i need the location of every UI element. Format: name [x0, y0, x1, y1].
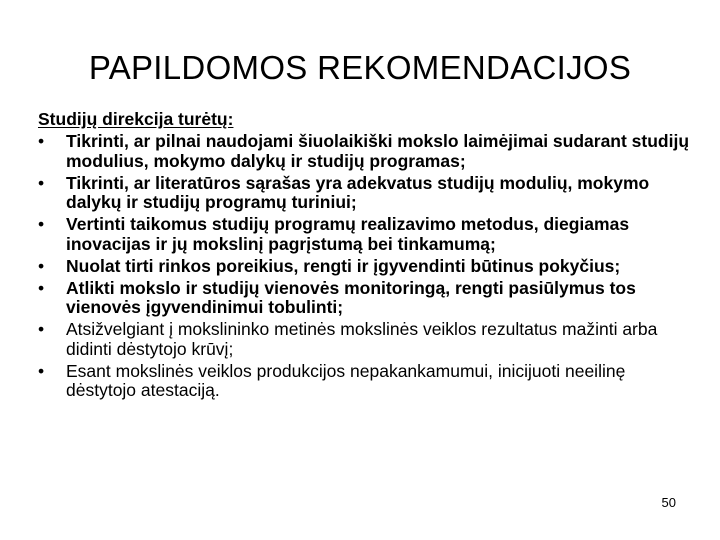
bullet-icon: • — [38, 255, 45, 276]
bullet-text: Tikrinti, ar literatūros sąrašas yra adekvatus studijų modulių, mokymo dalykų ir studijų programų turiniui; — [66, 172, 650, 212]
bullet-text: Atlikti mokslo ir studijų vienovės monitoringą, rengti pasiūlymus tos vienovės įgyvendinimui tobulinti; — [66, 277, 636, 317]
subheading: Studijų direkcija turėtų: — [38, 109, 234, 129]
slide-content — [38, 110, 698, 401]
page-number: 50 — [661, 495, 676, 510]
bullet-text: Nuolat tirti rinkos poreikius, rengti ir įgyvendinti būtinus pokyčius; — [66, 255, 621, 276]
bullet-text: Esant mokslinės veiklos produkcijos nepakankamumui, inicijuoti neeilinę dėstytojo atestaciją. — [66, 360, 626, 400]
bullet-list — [38, 132, 698, 401]
bullet-text: Tikrinti, ar pilnai naudojami šiuolaikiški mokslo laimėjimai sudarant studijų modulius, mokymo dalykų ir studijų programas; — [66, 131, 690, 171]
bullet-icon: • — [38, 360, 45, 381]
bullet-item — [38, 132, 698, 171]
bullet-icon: • — [38, 214, 45, 234]
bullet-text: Vertinti taikomus studijų programų realizavimo metodus, diegiamas inovacijas ir jų mokslinį pagrįstumą bei tinkamumą; — [66, 214, 630, 254]
slide-title: PAPILDOMOS REKOMENDACIJOS — [88, 49, 632, 86]
bullet-item — [38, 215, 698, 254]
bullet-item — [38, 279, 698, 318]
bullet-item — [38, 362, 698, 401]
bullet-item — [38, 320, 698, 359]
bullet-text: Atsižvelgiant į mokslininko metinės mokslinės veiklos rezultatus mažinti arba didinti dėstytojo krūvį; — [66, 319, 658, 359]
bullet-icon: • — [38, 319, 45, 339]
bullet-icon: • — [38, 172, 45, 193]
bullet-item — [38, 174, 698, 213]
bullet-item — [38, 257, 698, 277]
bullet-icon: • — [38, 277, 45, 298]
bullet-icon: • — [38, 131, 45, 151]
